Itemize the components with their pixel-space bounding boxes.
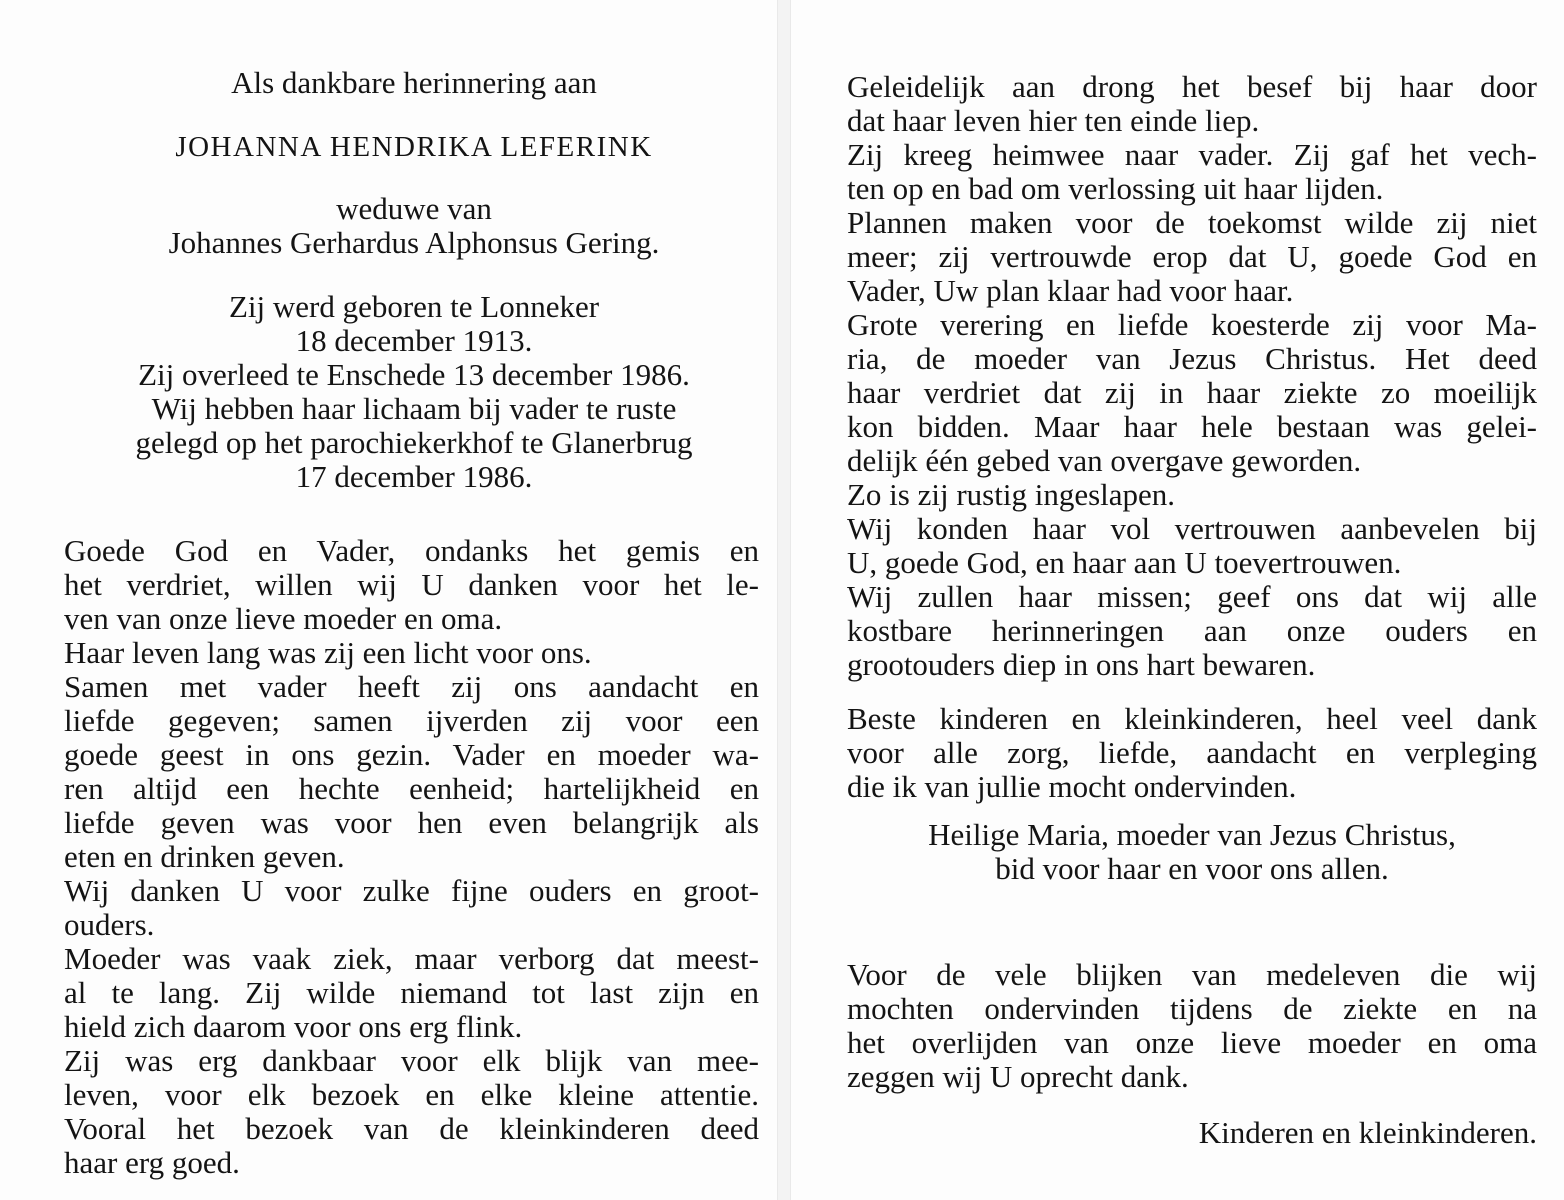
deceased-name: JOHANNA HENDRIKA LEFERINK — [175, 131, 653, 163]
prayer-line: Heilige Maria, moeder van Jezus Christus, — [928, 817, 1456, 852]
thanks-line: Beste kinderen en kleinkinderen, heel veel dank — [847, 701, 1537, 736]
widow-block — [64, 192, 764, 260]
text-line: ria, de moeder van Jezus Christus. Het deed — [847, 341, 1537, 376]
text-line: ouders. — [64, 907, 155, 942]
text-line: Grote verering en liefde koesterde zij voor Ma- — [847, 307, 1537, 342]
text-line: haar erg goed. — [64, 1145, 240, 1180]
text-line: ren altijd een hechte eenheid; hartelijkheid en — [64, 771, 759, 806]
text-line: Goede God en Vader, ondanks het gemis en — [64, 533, 759, 568]
text-line: Vooral het bezoek van de kleinkinderen deed — [64, 1111, 759, 1146]
text-line: het verdriet, willen wij U danken voor het le- — [64, 567, 759, 602]
right-panel — [790, 0, 1564, 1200]
card-header: Als dankbare herinnering aan — [231, 65, 597, 100]
prayer-text-left — [64, 534, 759, 1180]
text-line: Haar leven lang was zij een licht voor ons. — [64, 635, 592, 670]
life-line: gelegd op het parochiekerkhof te Glanerbrug — [135, 425, 693, 460]
fold-gutter — [778, 0, 790, 1200]
text-line: Vader, Uw plan klaar had voor haar. — [847, 273, 1294, 308]
text-line: eten en drinken geven. — [64, 839, 345, 874]
text-line: ten op en bad om verlossing uit haar lijden. — [847, 171, 1384, 206]
text-line: dat haar leven hier ten einde liep. — [847, 103, 1260, 138]
intro-block — [64, 66, 764, 494]
body-text-right — [847, 70, 1537, 804]
widow-of-label: weduwe van — [336, 191, 492, 226]
text-line: Samen met vader heeft zij ons aandacht en — [64, 669, 759, 704]
gratitude-block — [847, 958, 1537, 1094]
husband-name: Johannes Gerhardus Alphonsus Gering. — [168, 225, 660, 260]
life-line: Zij werd geboren te Lonneker — [228, 289, 600, 324]
text-line: Zij was erg dankbaar voor elk blijk van mee- — [64, 1043, 759, 1078]
prayer-line: bid voor haar en voor ons allen. — [995, 851, 1389, 886]
life-line: Wij hebben haar lichaam bij vader te ruste — [151, 391, 677, 426]
text-line: haar verdriet dat zij in haar ziekte zo moeilijk — [847, 375, 1537, 410]
text-line: kon bidden. Maar haar hele bestaan was gelei- — [847, 409, 1537, 444]
text-line: liefde gegeven; samen ijverden zij voor een — [64, 703, 759, 738]
life-line: 17 december 1986. — [295, 459, 533, 494]
thanks-line: voor alle zorg, liefde, aandacht en verpleging — [847, 735, 1537, 770]
thanks-line: die ik van jullie mocht ondervinden. — [847, 769, 1297, 804]
spacer — [847, 886, 1564, 958]
text-line: kostbare herinneringen aan onze ouders en — [847, 613, 1537, 648]
text-line: goede geest in ons gezin. Vader en moeder wa- — [64, 737, 759, 772]
text-line: Wij danken U voor zulke fijne ouders en groot- — [64, 873, 759, 908]
spacer — [847, 682, 1537, 702]
left-panel — [0, 0, 778, 1200]
signature: Kinderen en kleinkinderen. — [1198, 1115, 1537, 1150]
gratitude-line: zeggen wij U oprecht dank. — [847, 1059, 1189, 1094]
marian-prayer — [847, 818, 1537, 886]
text-line: Wij konden haar vol vertrouwen aanbevelen bij — [847, 511, 1537, 546]
gratitude-line: het overlijden van onze lieve moeder en oma — [847, 1025, 1537, 1060]
text-line: grootouders diep in ons hart bewaren. — [847, 647, 1316, 682]
text-line: leven, voor elk bezoek en elke kleine attentie. — [64, 1077, 759, 1112]
text-line: Geleidelijk aan drong het besef bij haar door — [847, 69, 1537, 104]
text-line: liefde geven was voor hen even belangrijk als — [64, 805, 759, 840]
text-line: al te lang. Zij wilde niemand tot last zijn en — [64, 975, 759, 1010]
text-line: meer; zij vertrouwde erop dat U, goede God en — [847, 239, 1537, 274]
text-line: Zij kreeg heimwee naar vader. Zij gaf het vech- — [847, 137, 1537, 172]
text-line: hield zich daarom voor ons erg flink. — [64, 1009, 523, 1044]
life-line: Zij overleed te Enschede 13 december 1986. — [138, 357, 690, 392]
text-line: delijk één gebed van overgave geworden. — [847, 443, 1362, 478]
life-dates-block — [64, 290, 764, 494]
life-line: 18 december 1913. — [295, 323, 533, 358]
gratitude-line: mochten ondervinden tijdens de ziekte en na — [847, 991, 1537, 1026]
gratitude-line: Voor de vele blijken van medeleven die wij — [847, 957, 1537, 992]
text-line: ven van onze lieve moeder en oma. — [64, 601, 503, 636]
text-line: Plannen maken voor de toekomst wilde zij niet — [847, 205, 1537, 240]
text-line: Wij zullen haar missen; geef ons dat wij alle — [847, 579, 1537, 614]
text-line: Zo is zij rustig ingeslapen. — [847, 477, 1176, 512]
text-line: Moeder was vaak ziek, maar verborg dat meest- — [64, 941, 759, 976]
text-line: U, goede God, en haar aan U toevertrouwen. — [847, 545, 1402, 580]
